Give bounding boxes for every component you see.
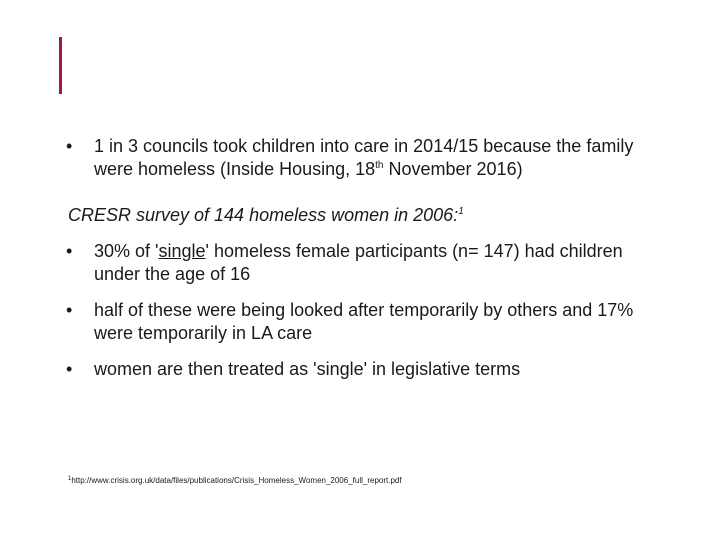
bullet-text-part: 30% of ' — [94, 241, 159, 261]
footnote — [68, 476, 402, 486]
section-heading — [68, 204, 464, 227]
bullet-item-single-participants — [66, 240, 666, 286]
bullet-text-part: 1 in 3 councils took children into care in 2014/15 because the family were homeless (Inside Housing, 18 — [94, 136, 634, 179]
ordinal-superscript: th — [375, 160, 384, 171]
footnote-link[interactable]: http://www.crisis.org.uk/data/files/publications/Crisis_Homeless_Women_2006_full_report.pdf — [71, 476, 402, 485]
footnote-marker: 1 — [68, 476, 72, 482]
bullet-text — [94, 135, 666, 181]
bullet-icon: • — [66, 241, 73, 261]
footnote-reference: 1 — [458, 206, 464, 217]
underlined-word: single — [158, 241, 206, 261]
bullet-text-part: ' homeless female participants (n= 147) had children under the age of 16 — [94, 241, 623, 284]
bullet-text-part: November 2016) — [383, 159, 523, 179]
bullet-text: half of these were being looked after temporarily by others and 17% were temporarily in LA care — [94, 300, 634, 343]
bullet-item-looked-after — [66, 299, 666, 345]
bullet-icon: • — [66, 136, 73, 156]
bullet-text: women are then treated as 'single' in legislative terms — [94, 359, 521, 379]
bullet-item-councils-care — [66, 135, 666, 181]
bullet-item-treated-single — [66, 358, 666, 381]
section-heading-text: CRESR survey of 144 homeless women in 2006: — [68, 205, 459, 225]
bullet-icon: • — [66, 359, 73, 379]
bullet-icon: • — [66, 300, 73, 320]
bullet-text — [94, 240, 666, 286]
